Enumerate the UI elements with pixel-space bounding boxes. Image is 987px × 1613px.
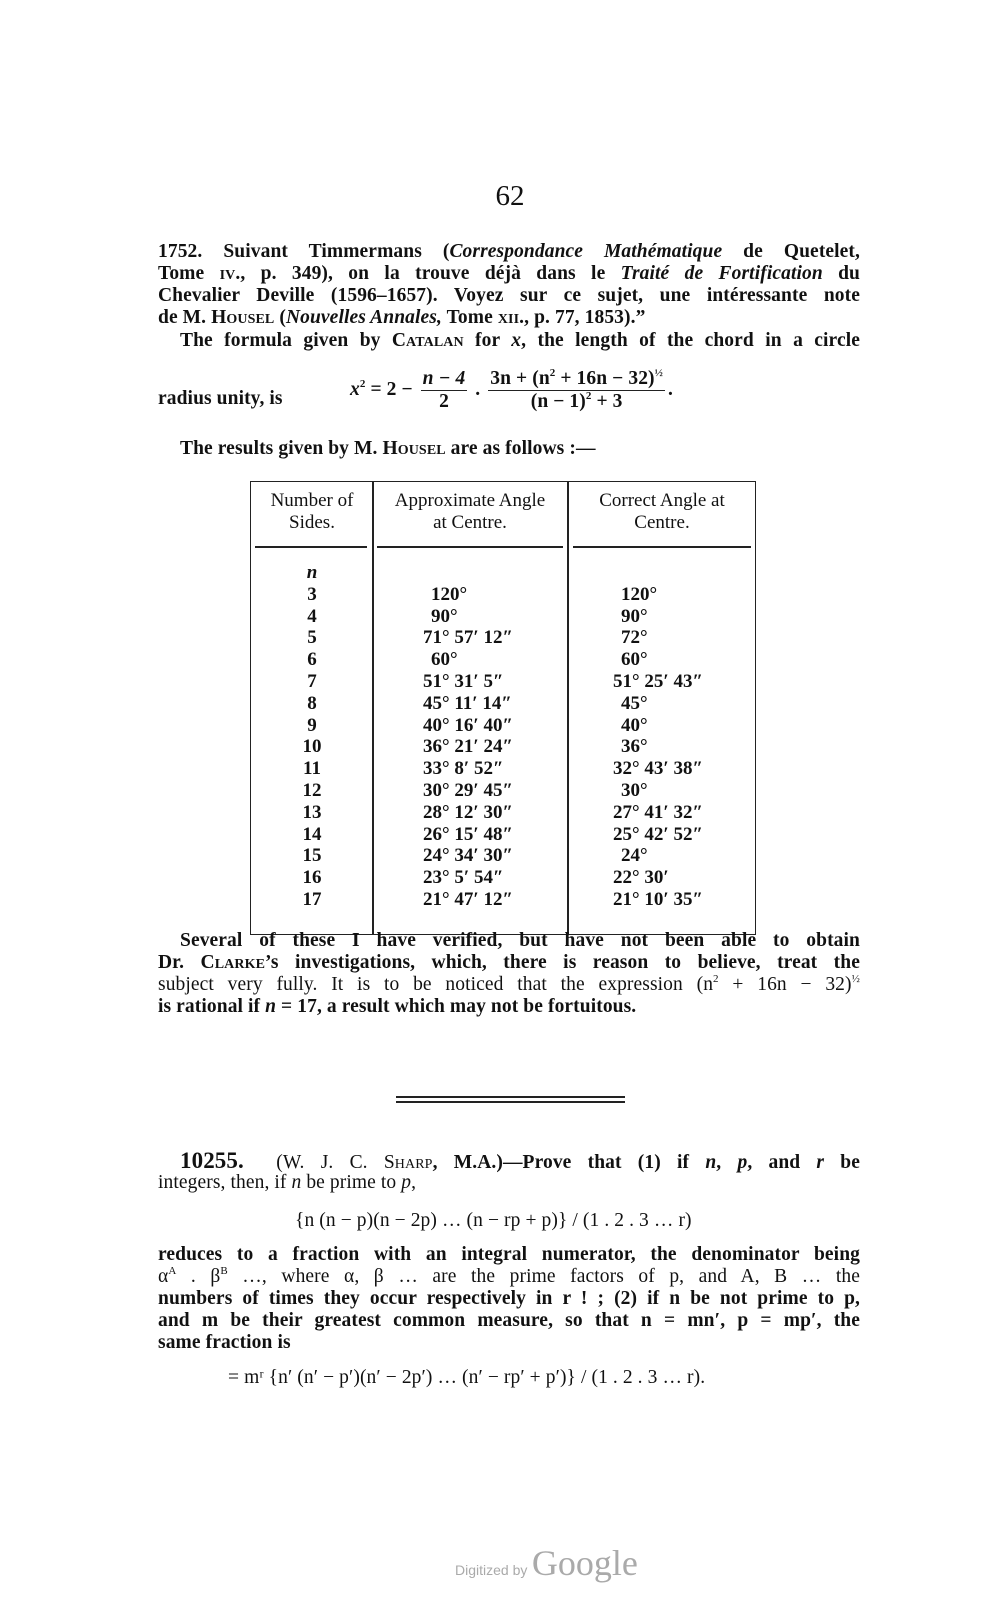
cell-sides: 7	[307, 670, 317, 692]
question-number: 10255.	[180, 1148, 244, 1173]
text-line: Dr. Clarke’s investigations, which, there is reason to believe, treat the	[158, 952, 860, 973]
section-10255-intro	[158, 1150, 860, 1194]
cell-approx-angle: 120°	[431, 583, 468, 605]
catalan-paragraph	[158, 330, 860, 352]
cell-sides: 11	[303, 758, 321, 780]
text-line: 1752. Suivant Timmermans (Correspondance Mathématique de Quetelet,	[158, 241, 861, 262]
cell-sides: 3	[307, 583, 317, 605]
cell-sides: 17	[302, 888, 322, 910]
cell-approx-angle: 33° 8′ 52″	[423, 758, 504, 780]
cell-approx-angle: 45° 11′ 14″	[423, 692, 512, 714]
cell-correct-angle: 25° 42′ 52″	[613, 823, 703, 845]
cell-correct-angle: 32° 43′ 38″	[613, 758, 703, 780]
cell-approx-angle: 26° 15′ 48″	[423, 823, 513, 845]
cell-sides: 15	[302, 845, 322, 867]
cell-correct-angle: 72°	[621, 627, 648, 649]
cell-sides: 16	[302, 867, 322, 889]
cell-approx-angle: 71° 57′ 12″	[423, 627, 513, 649]
cell-correct-angle: 51° 25′ 43″	[613, 670, 703, 692]
cell-correct-angle: 22° 30′	[613, 867, 669, 889]
cell-sides: 10	[302, 736, 322, 758]
cell-sides: 8	[307, 692, 317, 714]
cell-correct-angle: 90°	[621, 605, 648, 627]
cell-approx-angle: 40° 16′ 40″	[423, 714, 513, 736]
n-label: n	[306, 562, 318, 583]
catalan-formula: $x^2 = 2$ − $\frac{n - 4}{2}$ . $\frac{3n + (n^2 + 16n - 32)^{\frac{1}{2}}}{(n - 1)^2 + 3}$ .	[350, 367, 673, 412]
fraction: $\frac{n - 4}{2}$	[422, 368, 466, 412]
text-line: de M. Housel (Nouvelles Annales, Tome xii., p. 77, 1853).”	[158, 307, 646, 328]
cell-sides: 14	[302, 823, 322, 845]
column-correct	[613, 562, 703, 911]
text-line: Tome iv., p. 349), on la trouve déjà dans le Traité de Fortification du	[158, 263, 860, 284]
cell-sides: 6	[307, 649, 317, 671]
section-1752-paragraph	[158, 241, 860, 329]
radius-unity-label: radius unity, is	[158, 388, 283, 409]
text-line: numbers of times they occur respectively in r ! ; (2) if n be not prime to p,	[158, 1288, 860, 1309]
cell-correct-angle: 30°	[621, 779, 648, 801]
text-line: integers, then, if n be prime to p,	[158, 1172, 417, 1193]
text-line: 10255. (W. J. C. Sharp, M.A.)—Prove that (1) if n, p, and r be	[180, 1148, 860, 1173]
results-intro: The results given by M. Housel are as follows :—	[180, 438, 596, 459]
cell-sides: 9	[307, 714, 317, 736]
text-line: The formula given by Catalan for x, the length of the chord in a circle	[180, 330, 860, 351]
fraction: $\frac{3n + (n^2 + 16n - 32)^{\frac{1}{2}}}{(n - 1)^2 + 3}$	[490, 367, 663, 412]
text-line: subject very fully. It is to be noticed that the expression $(n^2 + 16n - 32)^{\frac{1}{2}}$	[158, 973, 860, 995]
cell-sides: 13	[302, 801, 322, 823]
verification-paragraph	[158, 930, 860, 1018]
digitized-by-google-watermark: Digitized by Google	[455, 1543, 638, 1583]
cell-sides: 5	[307, 627, 317, 649]
cell-approx-angle: 24° 34′ 30″	[423, 845, 513, 867]
text-line: is rational if n = 17, a result which may not be fortuitous.	[158, 996, 637, 1017]
cell-approx-angle: 51° 31′ 5″	[423, 670, 504, 692]
cell-sides: 4	[307, 605, 317, 627]
cell-sides: 12	[302, 779, 322, 801]
formula-2: = mʳ {n′ (n′ − p′)(n′ − 2p′) … (n′ − rp′ + p′)} / (1 . 2 . 3 … r).	[228, 1367, 706, 1388]
column-divider	[567, 482, 569, 934]
section-10255-body	[158, 1244, 860, 1354]
header-rule	[255, 546, 367, 548]
text-line: and m be their greatest common measure, so that n = mn′, p = mp′, the	[158, 1310, 860, 1331]
header-approximate-angle: Approximate Angle at Centre.	[394, 490, 546, 533]
cell-correct-angle: 27° 41′ 32″	[613, 801, 703, 823]
header-number-of-sides: Number of Sides.	[270, 490, 354, 533]
section-divider	[396, 1096, 625, 1103]
text-line: $\alpha^A$ . $\beta^B$ …, where α, β … are the prime factors of p, and A, B … the	[158, 1265, 860, 1287]
cell-correct-angle: 36°	[621, 736, 648, 758]
cell-correct-angle: 120°	[621, 583, 658, 605]
column-sides	[251, 562, 373, 911]
cell-correct-angle: 21° 10′ 35″	[613, 888, 703, 910]
cell-approx-angle: 36° 21′ 24″	[423, 736, 513, 758]
cell-correct-angle: 45°	[621, 692, 648, 714]
cell-correct-angle: 24°	[621, 845, 648, 867]
column-approx	[423, 562, 513, 911]
cell-approx-angle: 60°	[431, 649, 458, 671]
google-logo: Google	[531, 1543, 638, 1583]
page-number: 62	[495, 180, 525, 212]
angles-table	[250, 481, 756, 935]
cell-approx-angle: 28° 12′ 30″	[423, 801, 513, 823]
cell-correct-angle: 60°	[621, 649, 648, 671]
header-rule	[377, 546, 563, 548]
text-line: Several of these I have verified, but have not been able to obtain	[180, 930, 860, 951]
cell-correct-angle: 40°	[621, 714, 648, 736]
header-rule	[573, 546, 751, 548]
text-line: reduces to a fraction with an integral numerator, the denominator being	[158, 1244, 860, 1265]
cell-approx-angle: 21° 47′ 12″	[423, 888, 513, 910]
text-line: same fraction is	[158, 1332, 291, 1353]
formula-1: {n (n − p)(n − 2p) … (n − rp + p)} / (1 . 2 . 3 … r)	[295, 1210, 692, 1231]
cell-approx-angle: 30° 29′ 45″	[423, 779, 513, 801]
cell-approx-angle: 23° 5′ 54″	[423, 867, 504, 889]
cell-approx-angle: 90°	[431, 605, 458, 627]
header-correct-angle: Correct Angle at Centre.	[599, 490, 725, 533]
text-line: Chevalier Deville (1596–1657). Voyez sur ce sujet, une intéressante note	[158, 285, 860, 306]
